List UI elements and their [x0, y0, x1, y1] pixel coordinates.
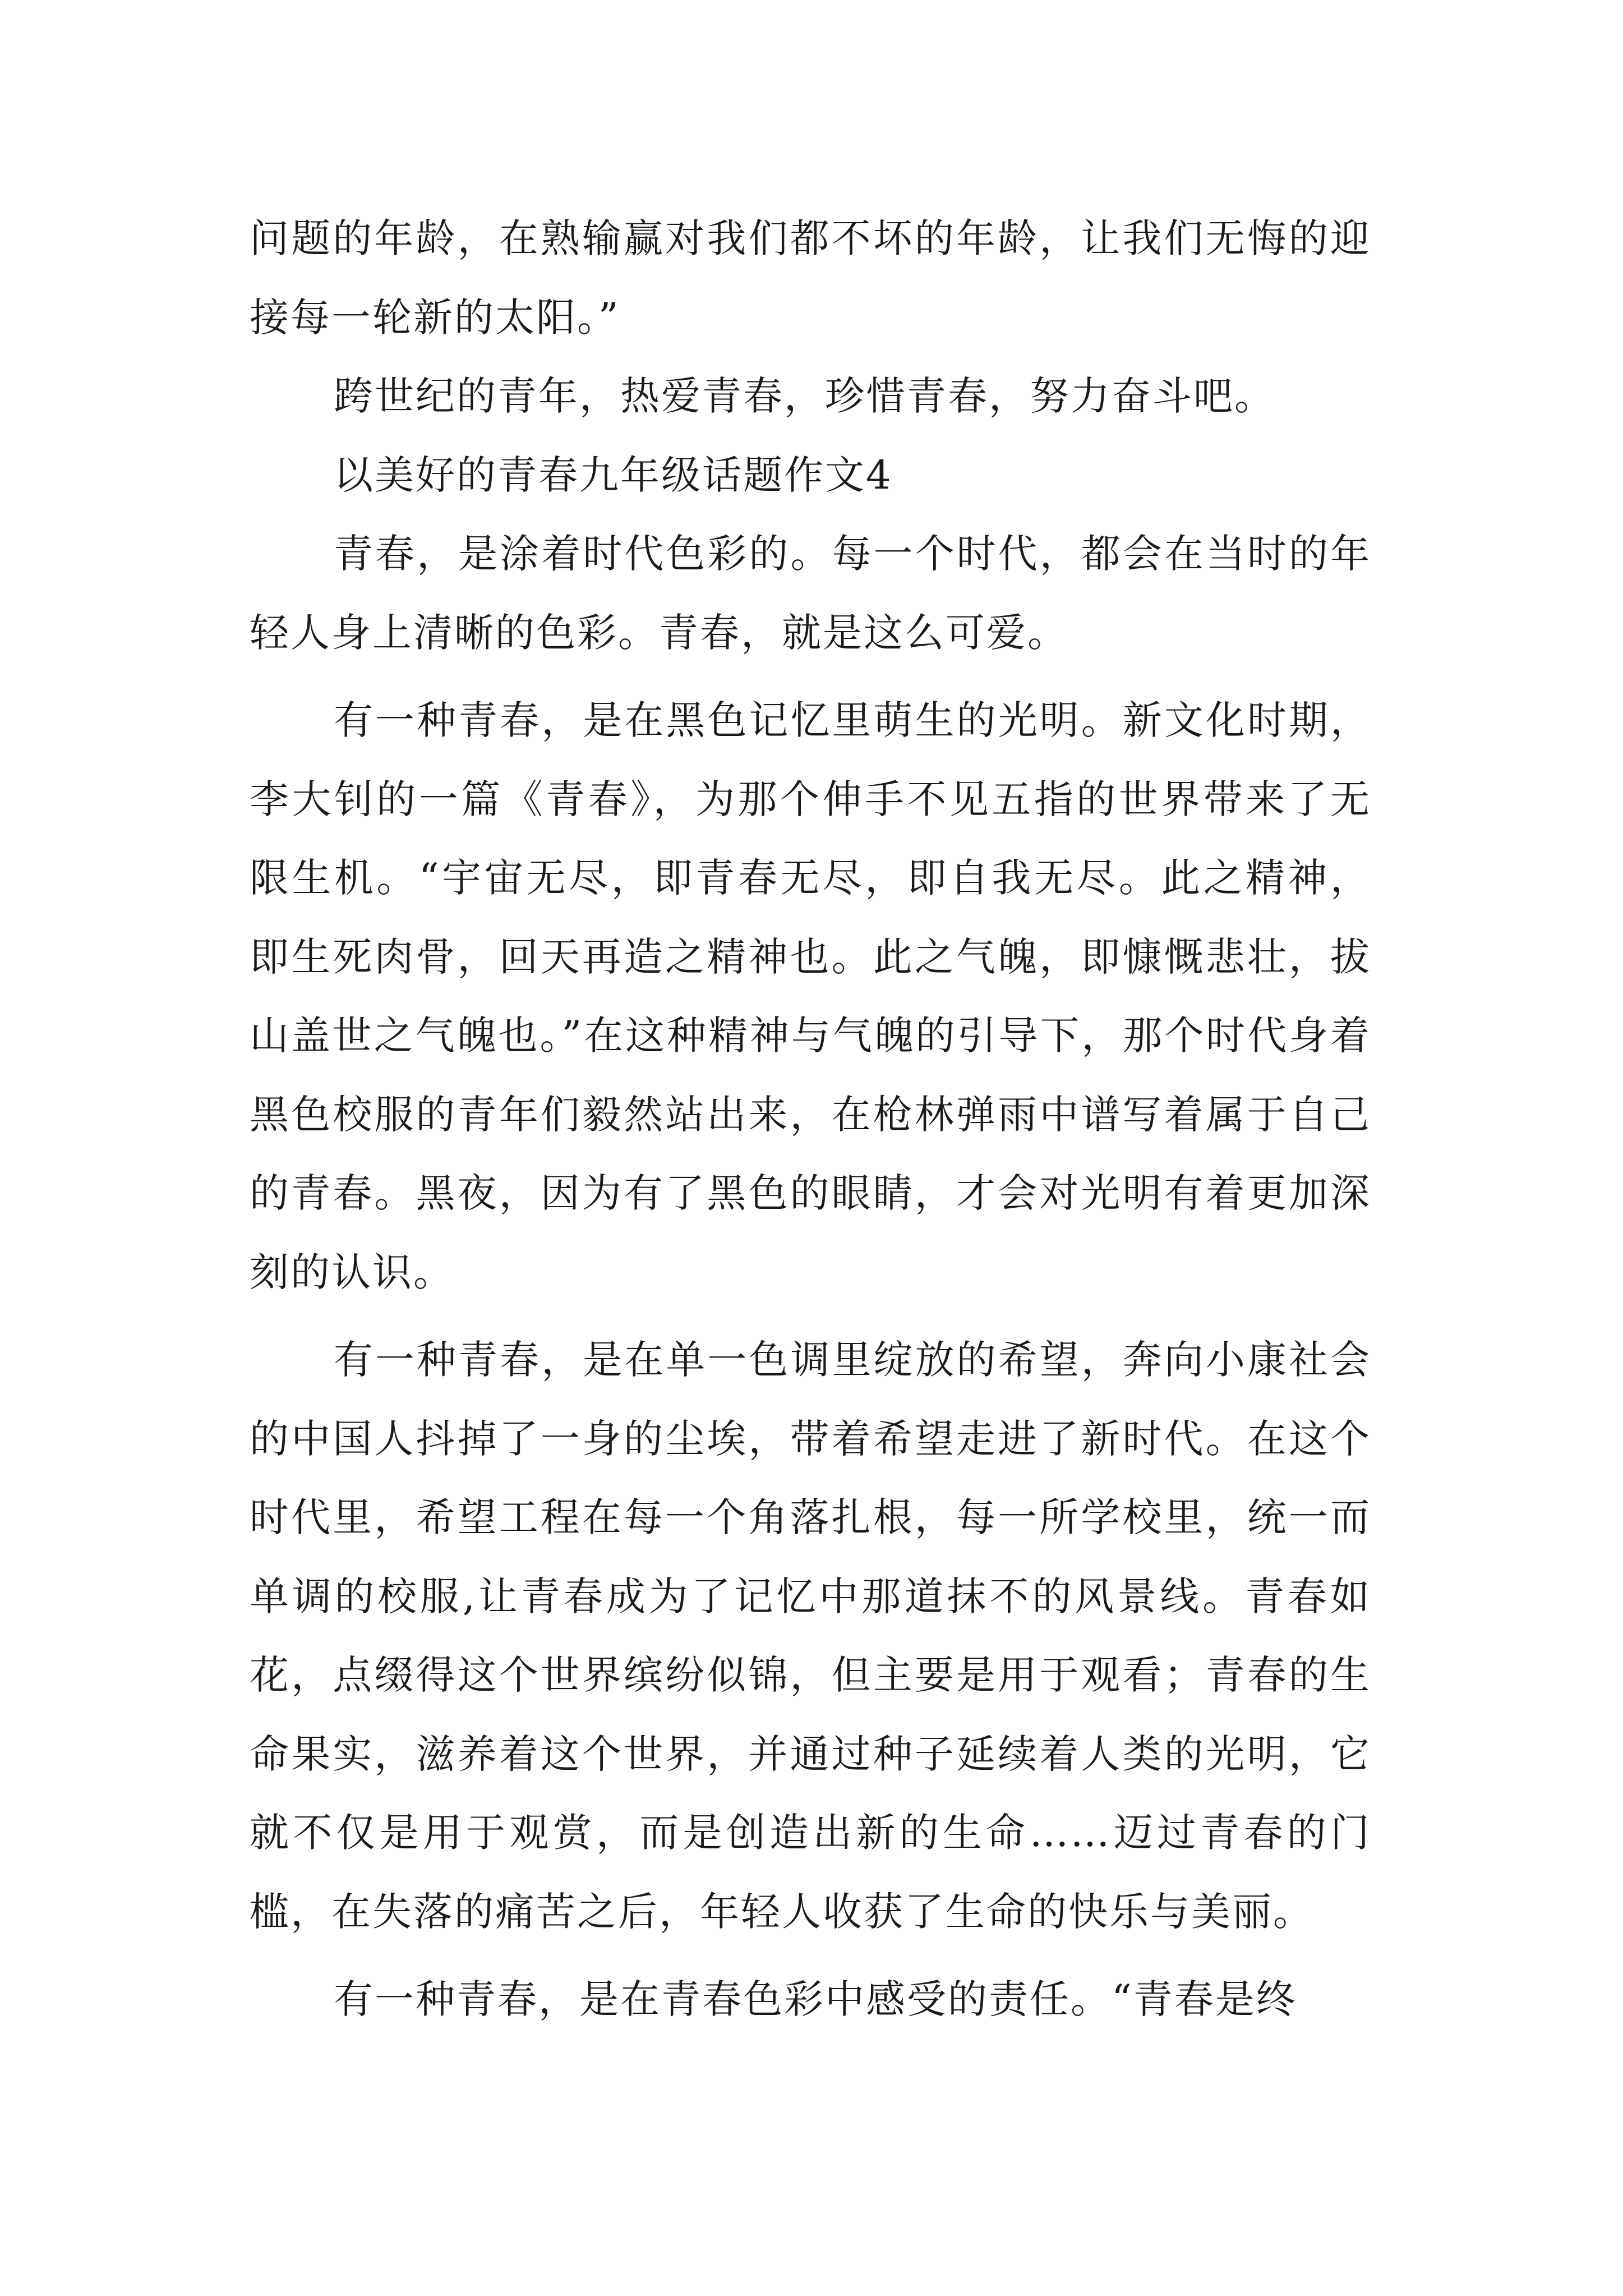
- paragraph: 跨世纪的青年，热爱青春，珍惜青春，努力奋斗吧。: [334, 373, 1275, 419]
- paragraph: 青春，是涂着时代色彩的。每一个时代，都会在当时的年轻人身上清晰的色彩。青春，就是这么可爱。: [250, 531, 1371, 656]
- paragraph: 有一种青春，是在青春色彩中感受的责任。“青春是终: [334, 1976, 1297, 2022]
- paragraph: 有一种青春，是在单一色调里绽放的希望，奔向小康社会的中国人抖掉了一身的尘埃，带着希望走进了新时代。在这个时代里，希望工程在每一个角落扎根，每一所学校里，统一而单调的校服,让青春成为了记忆中那道抹不的风景线。青春如花，点缀得这个世界缤纷似锦，但主要是用于观看；青春的生命果实，滋养着这个世界，并通过种子延续着人类的光明，它就不仅是用于观赏，而是创造出新的生命……迈过青春的门槛，在失落的痛苦之后，年轻人收获了生命的快乐与美丽。: [250, 1337, 1371, 1935]
- paragraph-continuation: 问题的年龄，在熟输赢对我们都不坏的年龄，让我们无悔的迎接每一轮新的太阳。”: [250, 215, 1371, 341]
- paragraph: 有一种青春，是在黑色记忆里萌生的光明。新文化时期，李大钊的一篇《青春》，为那个伸手不见五指的世界带来了无限生机。“宇宙无尽，即青春无尽，即自我无尽。此之精神，即生死肉骨，回天再造之精神也。此之气魄，即慷慨悲壮，拔山盖世之气魄也。”在这种精神与气魄的引导下，那个时代身着黑色校服的青年们毅然站出来，在枪林弹雨中谱写着属于自己的青春。黑夜，因为有了黑色的眼睛，才会对光明有着更加深刻的认识。: [250, 697, 1371, 1295]
- section-heading: 以美好的青春九年级话题作文4: [334, 452, 893, 498]
- body-text: [250, 199, 1371, 2039]
